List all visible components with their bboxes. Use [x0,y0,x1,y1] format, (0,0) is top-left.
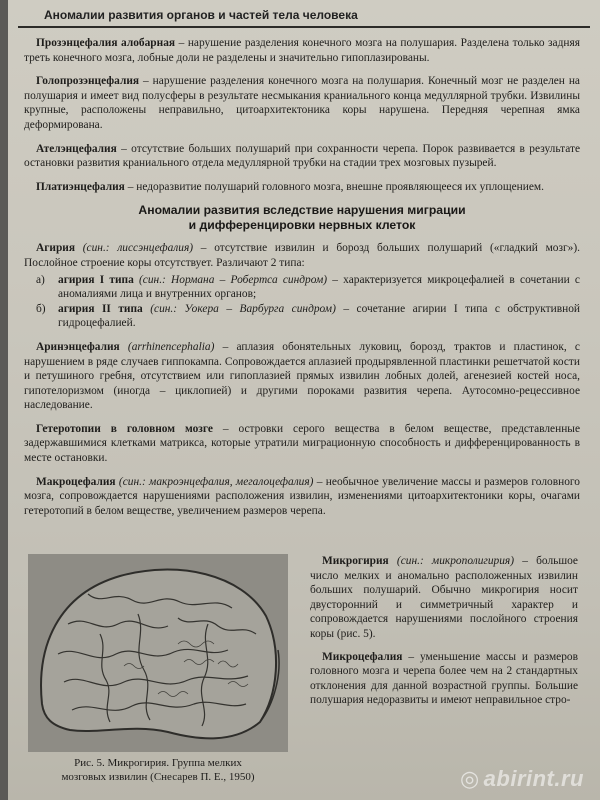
watermark [460,766,584,792]
right-column [310,554,578,716]
list-label: а) [36,273,45,286]
running-header [18,4,590,28]
entry-text: – островки серого вещества в белом веществе, представленные задержавшимися клетками матрикса, которые утратили миграционную способность и дифференцированность в месте остановки. [24,422,580,465]
entry-synonym: (син.: макроэнцефалия, мегалоцефалия) [115,475,314,488]
entry-text: – сочетание агирии I типа с обструктивной гидроцефалией. [58,302,581,330]
entry-microgyria [310,554,578,642]
entry-synonym: (син.: Уокера – Варбурга синдром) [142,302,336,315]
entry-text: – недоразвитие полушарий головного мозга, внешне проявляющееся их уплощением. [124,180,544,193]
section-heading [24,203,580,233]
entry-term: Голопрозэнцефалия [36,75,140,88]
entry-term: Ателэнцефалия [36,142,117,155]
header-title: Аномалии развития органов и частей тела человека [44,8,358,22]
entry-synonym: (arrhinencephalia) [119,340,215,353]
figure-caption [28,756,288,784]
entry-synonym: (син.: Нормана – Робертса синдром) [133,273,328,286]
entry-synonym: (син.: лиссэнцефалия) [75,242,194,255]
entry-text: – отсутствие больших полушарий при сохранности черепа. Порок развивается в результате остановки развития краниального отдела медуллярной трубки на стадии трех мозговых пузырей. [24,142,580,170]
section-heading-line: и дифференцировки нервных клеток [188,218,416,233]
entry-term: агирия I типа [58,273,134,286]
list-label: б) [36,302,46,315]
entry-microcephaly [310,650,578,708]
entry-term: Макроцефалия [36,475,116,488]
entry-text: – отсутствие извилин и борозд больших полушарий («гладкий мозг»). Послойное строение коры отсутствует. Различают 2 типа: [24,242,580,269]
entry-term: Платиэнцефалия [36,180,125,193]
entry-term: агирия II типа [58,302,143,315]
entry-alobar-prosencephaly [24,36,580,65]
entry-text: – уменьшение массы и размеров головного мозга и черепа более чем на 2 стандартных отклонения для данной возрастной группы. Большие полушария недоразвиты и имеют неправильное стро- [310,650,578,707]
entry-platyencephaly [24,180,580,195]
figure-microgyria [28,554,288,752]
agyria-type-2 [24,302,580,331]
entry-term: Агирия [36,242,76,255]
entries-top [24,36,580,194]
entry-arhinencephaly [24,340,580,413]
entry-text: – необычное увеличение массы и размеров головного мозга, сопровождается нарушениями расположения извилин, изменениями цитоархитектоники коры, очагами гетеротопий в белом веществе, увеличением размеров черепа. [24,475,580,517]
agyria-type-1 [24,273,580,302]
entry-term: Гетеротопии в головном мозге [36,422,213,435]
section-heading-line: Аномалии развития вследствие нарушения миграции [138,203,466,218]
brain-illustration-icon [28,554,288,752]
entry-text: – аплазия обонятельных луковиц, борозд, трактов и пластинок, с нарушением в ряде случаев гиппокампа. Сопровождается аплазией продырявленной пластинки решетчатой кости и петушиного гребня, отсутствием или гипоплазией прямых извилин лобных долей, агенезией костей носа, гипотелоризмом (иногда – циклопией) и другими пороками развития черепа. Аутосомно-рецессивное наследование. [24,340,580,412]
entry-heterotopia [24,422,580,466]
book-page [8,0,600,800]
entry-atelencephaly [24,142,580,171]
entry-macrocephaly [24,475,580,519]
entry-holoprosencephaly [24,74,580,132]
entry-text: – нарушение разделения конечного мозга на полушария. Конечный мозг не разделен на полушария и имеет вид полусферы в результате несмыкания краниального конца медуллярной трубки. Извилины крупные, расположены неправильно, цитоархитектоника коры нарушена. Передняя черепная ямка деформирована. [24,75,580,131]
caption-line: мозговых извилин (Снесарев П. Е., 1950) [61,771,255,783]
entry-text: – большое число мелких и аномально расположенных извилин больших полушарий. Обычно микрогирия носит двусторонний и симметричный характер и сопровождается нарушениями послойного строения коры (рис. 5). [310,555,578,640]
entry-text: – характеризуется микроцефалией в сочетании с аномалиями лица и внутренних органов; [58,273,580,301]
entry-term: Микрогирия [322,555,389,567]
entry-agyria [24,241,580,270]
entry-synonym: (син.: микрополигирия) [388,555,515,567]
entry-text: – нарушение разделения конечного мозга на полушария. Разделена только задняя треть конечного мозга, лобные доли не разделены и значительно гипоплазированы. [24,37,580,64]
caption-line: Рис. 5. Микрогирия. Группа мелких [74,757,242,769]
labyrinth-logo-icon: ◎ [459,766,480,791]
entry-term: Аринэнцефалия [36,340,120,353]
watermark-text: abirint.ru [483,766,584,791]
entry-term: Микроцефалия [322,650,403,663]
entry-term: Прозэнцефалия алобарная [36,37,176,49]
